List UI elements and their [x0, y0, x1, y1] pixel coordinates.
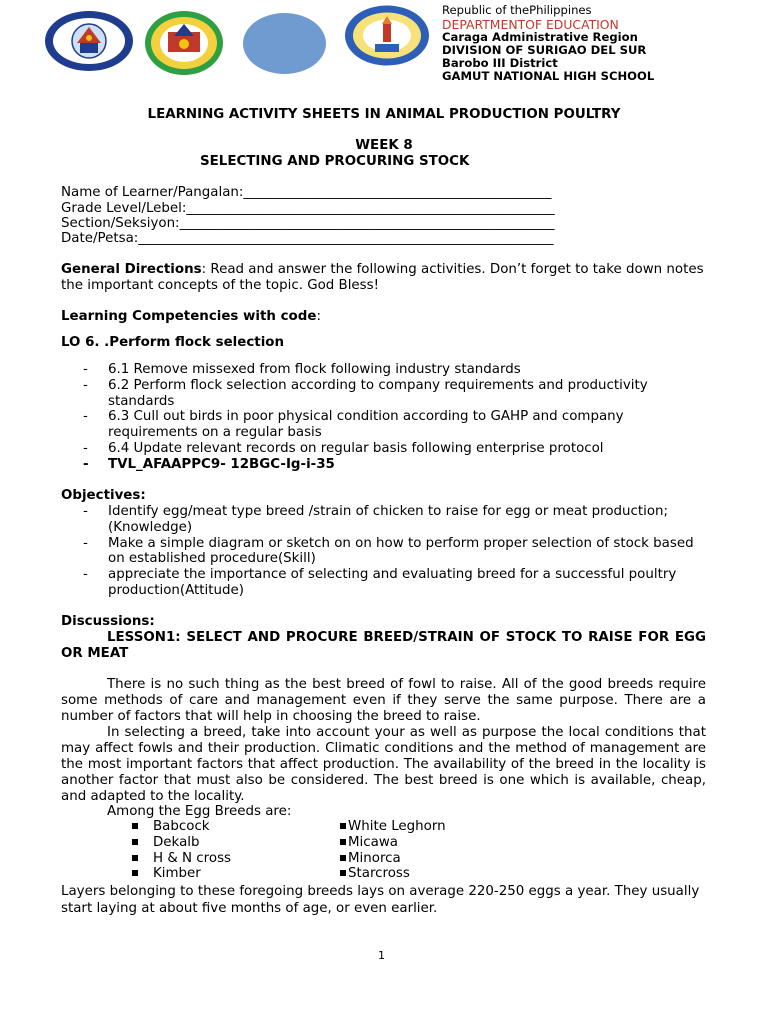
competencies-heading	[61, 309, 321, 325]
field-section: Section/Seksiyon:________________________________________________________	[61, 216, 555, 231]
square-bullet-icon	[340, 855, 346, 861]
breed-list-right	[340, 819, 446, 882]
list-item: Babcock	[132, 819, 231, 835]
list-item: Dekalb	[132, 835, 231, 851]
list-item: - 6.1 Remove missexed from flock following industry standards	[83, 362, 521, 377]
discussion-paragraph-3: Layers belonging to these foregoing breeds lays on average 220-250 eggs a year. They usually start laying at about five months of age, or even earlier.	[61, 884, 700, 916]
list-item: White Leghorn	[340, 819, 446, 835]
discussion-paragraph-2: In selecting a breed, take into account your as well as purpose the local conditions that may affect fowls and their production. Climatic conditions and the method of management are the most important factors that affect production. The availability of the breed in the locality is another factor that must also be considered. The best breed is one which is available, cheap, and adapted to the locality.	[61, 725, 706, 804]
objective-text: appreciate the importance of selecting and evaluating breed for a successful poultry production(Attitude)	[108, 567, 677, 598]
square-bullet-icon	[132, 823, 138, 829]
list-item: Kimber	[132, 866, 231, 882]
list-item: H & N cross	[132, 851, 231, 867]
division-text: DIVISION OF SURIGAO DEL SUR	[442, 43, 647, 57]
list-item: - 6.4 Update relevant records on regular basis following enterprise protocol	[83, 440, 604, 456]
list-item: Minorca	[340, 851, 446, 867]
discussions-heading: Discussions:	[61, 614, 155, 629]
list-item: - appreciate the importance of selecting and evaluating breed for a successful poultry production(Attitude)	[83, 567, 677, 598]
egg-breeds-intro: Among the Egg Breeds are:	[107, 804, 292, 819]
list-item: - Make a simple diagram or sketch on on how to perform proper selection of stock based on established procedure(Skill)	[83, 535, 694, 567]
blue-oval-placeholder	[243, 13, 326, 74]
region-text: Caraga Administrative Region	[442, 30, 638, 44]
general-directions	[61, 262, 706, 294]
square-bullet-icon	[132, 855, 138, 861]
list-item: - 6.3 Cull out birds in poor physical condition according to GAHP and company requirements on a regular basis	[83, 409, 624, 441]
list-item: Micawa	[340, 835, 446, 851]
square-bullet-icon	[340, 870, 346, 876]
objectives-heading: Objectives:	[61, 488, 146, 503]
general-directions-label: General Directions	[61, 262, 202, 277]
competencies-label: Learning Competencies with code	[61, 309, 317, 324]
objective-text: Identify egg/meat type breed /strain of chicken to raise for egg or meat production;(Knowledge)	[108, 504, 669, 535]
list-item: Starcross	[340, 866, 446, 882]
list-item: - Identify egg/meat type breed /strain of chicken to raise for egg or meat production;(Knowledge)	[83, 504, 669, 535]
lo-heading: LO 6. .Perform flock selection	[61, 335, 285, 350]
field-name: Name of Learner/Pangalan:______________________________________________	[61, 185, 552, 200]
discussion-paragraph-1: There is no such thing as the best breed of fowl to raise. All of the good breeds require some methods of care and management even if they serve the same purpose. There are a number of factors that will help in choosing the breed to raise.	[61, 677, 706, 724]
list-item: - 6.2 Perform flock selection according to company requirements and productivity standards	[83, 377, 648, 409]
competency-text: 6.2 Perform flock selection according to company requirements and productivity standards	[108, 377, 648, 409]
page-number: 1	[378, 949, 385, 962]
field-grade: Grade Level/Lebel:_______________________________________________________	[61, 201, 555, 216]
square-bullet-icon	[340, 823, 346, 829]
district-text: Barobo III District	[442, 56, 558, 70]
competency-code: TVL_AFAAPPC9- 12BGC-Ig-i-35	[108, 456, 335, 472]
deped-seal-logo	[44, 10, 134, 72]
competency-text: 6.4 Update relevant records on regular basis following enterprise protocol	[108, 440, 604, 456]
deped-surigao-seal-logo	[144, 10, 224, 76]
lesson-title: LESSON1: SELECT AND PROCURE BREED/STRAIN OF STOCK TO RAISE FOR EGG OR MEAT	[61, 630, 706, 661]
competency-text: 6.1 Remove missexed from flock following industry standards	[108, 362, 521, 377]
field-date: Date/Petsa:______________________________________________________________	[61, 231, 554, 246]
document-subtitle: SELECTING AND PROCURING STOCK	[200, 154, 470, 169]
square-bullet-icon	[132, 870, 138, 876]
objectives-list	[61, 504, 711, 599]
competencies-colon: :	[316, 309, 321, 324]
breed-list-left	[132, 819, 231, 882]
list-item: - TVL_AFAAPPC9- 12BGC-Ig-i-35	[83, 456, 335, 472]
gamut-nhs-seal-logo	[344, 4, 430, 67]
competency-list	[61, 362, 711, 473]
competency-text: 6.3 Cull out birds in poor physical condition according to GAHP and company requirements on a regular basis	[108, 409, 624, 441]
department-text: DEPARTMENTOF EDUCATION	[442, 17, 619, 32]
square-bullet-icon	[132, 839, 138, 845]
document-title: LEARNING ACTIVITY SHEETS IN ANIMAL PRODUCTION POULTRY	[147, 107, 621, 122]
week-label: WEEK 8	[355, 138, 413, 153]
republic-text: Republic of thePhilippines	[442, 3, 592, 17]
school-name: GAMUT NATIONAL HIGH SCHOOL	[442, 69, 655, 83]
general-directions-text: : Read and answer the following activities. Don’t forget to take down notes the important concepts of the topic. God Bless!	[61, 262, 704, 293]
objective-text: Make a simple diagram or sketch on on how to perform proper selection of stock based on established procedure(Skill)	[108, 535, 694, 567]
square-bullet-icon	[340, 839, 346, 845]
